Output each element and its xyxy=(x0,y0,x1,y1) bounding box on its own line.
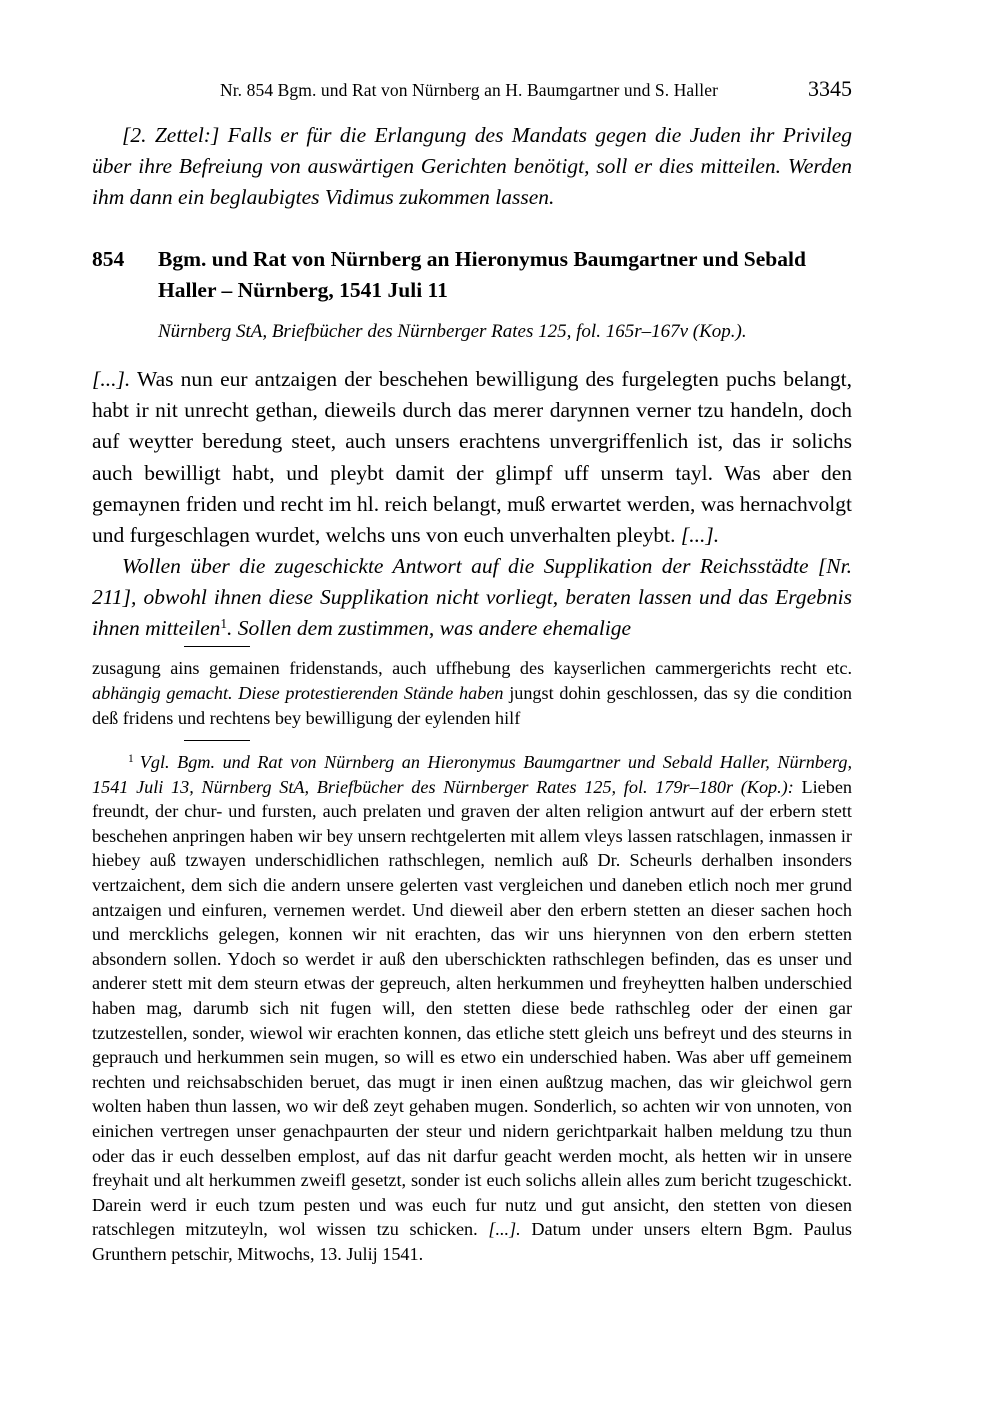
body-paragraph-roman xyxy=(92,364,852,551)
continuation-part1: zusagung ains gemainen fridenstands, auch uffhebung des kayserlichen cammergerichts recht etc. xyxy=(92,658,852,678)
regest-summary: [2. Zettel:] Falls er für die Erlangung des Mandats gegen die Juden ihr Privileg über ihre Befreiung von auswärtigen Gerichten benötigt, soll er dies mitteilen. Werden ihm dann ein beglaubigtes Vidimus zukommen lassen. xyxy=(92,123,852,209)
continuation-block xyxy=(92,656,852,731)
body-paragraph-italic xyxy=(92,551,852,645)
footnote-text-part1: Lieben freundt, der chur- und fursten, auch prelaten und graven der alten religion antwurt auf der erbern stett beschehen anpringen haben wir bey unsern rechtgelerten mit allem vleys lassen ratschlagen, inmassen ir hiebey auß tzwayen underschidlichen rathschlegen, nemlich auß Dr. Scheurls derhalben insonders vertzaichent, dem sich die andern unsere gelerten vast vergleichen und daneben etlich noch mer grund antzaigen und einfuren, vernemen werdet. Und dieweil aber den erbern stetten an dieser sachen hoch und mercklichs gelegen, konnen wir nit erachten, das wir uns hierynnen von den erbern stetten absondern sollen. Ydoch so werdet ir auß den uberschickten rathschlegen befinden, das es unser und anderer stett mit dem steurn etwas der gepreuch, alten herkummen und freyheytten halben underschied haben mag, darumb sich nit fugen will, den stetten diese bede rathschleg oder der einen gar tzutzestellen, sonder, wiewol wir erachten konnen, das etliche stett gleich uns befreyt und des steurns in geprauch und herkummen sein mugen, so will es etwo ein underschied haben. Was aber uff gemeinem rechten und reichsabschiden beruet, das mugt ir inen einen außtzug machen, das wir gleichwol gern wolten haben thun lassen, wo wir deß zeyt gehaben mugen. Sonderlich, so achten wir von unnoten, von einichen vertregen unser genachpaurten der steur und nidern gerichtparkait halben meldung tzu thun oder das ir euch desselben emplost, auf das nit darfur geacht werden mocht, als hetten wir in unsere freyhait und alt herkummen zweifl gesetzt, sonder ist euch solichs allein alles zum bericht tzugeschickt. Darein werd ir euch tzum pesten und was euch fur nutz und gut ansicht, den stetten von diesen ratschlegen mitzuteyln, wol wissen tzu schicken. xyxy=(92,776,852,1240)
ellipsis-close: [...]. xyxy=(680,523,720,548)
ellipsis-open: [...]. xyxy=(92,367,131,391)
document-number: 854 xyxy=(92,247,125,271)
footnote-1 xyxy=(92,750,852,1266)
document-title: Bgm. und Rat von Nürnberg an Hieronymus Baumgartner und Sebald Haller – Nürnberg, 1541 Juli 11 xyxy=(158,247,806,302)
body-text-main: Was nun eur antzaigen der beschehen bewilligung des furgelegten puchs belangt, habt ir nit unrecht gethan, dieweils durch das merer darynnen verner tzu handeln, doch auf weytter beredung steet, auch unsers erachtens unvergriffenlich ist, das ir solichs auch bewilligt habt, und pleybt damit der glimpf uff unserm tayl. Was aber den gemaynen friden und recht im hl. reich belangt, muß erwartet werden, was hernachvolgt und furgeschlagen wurdet, welchs uns von euch unverhalten pleybt. xyxy=(92,367,852,548)
continuation-rule xyxy=(184,646,250,647)
footnote-reference-marker[interactable]: 1 xyxy=(220,616,228,632)
running-head-title: Nr. 854 Bgm. und Rat von Nürnberg an H. Baumgartner und S. Haller xyxy=(219,80,719,100)
running-head xyxy=(92,76,852,102)
footnote-ellipsis: [...]. xyxy=(488,1219,521,1240)
continuation-part2-italic: abhängig gemacht. Diese protestierenden Stände haben xyxy=(92,683,504,703)
footnote-citation: Vgl. Bgm. und Rat von Nürnberg an Hieronymus Baumgartner und Sebald Haller, Nürnberg, 1541 Juli 13, Nürnberg StA, Briefbücher des Nürnberger Rates 125, fol. 179r–180r (Kop.): xyxy=(92,752,852,797)
italic-text-before-ref: Wollen über die zugeschickte Antwort auf die Supplikation der Reichsstädte [Nr. 211], obwohl ihnen diese Supplikation nicht vorliegt, beraten lassen und das Ergebnis ihnen mitteilen xyxy=(92,554,852,641)
archival-source: Nürnberg StA, Briefbücher des Nürnberger Rates 125, fol. 165r–167v (Kop.). xyxy=(158,321,747,342)
page-number: 3345 xyxy=(808,76,852,101)
footnote-rule xyxy=(184,740,250,741)
document-heading xyxy=(92,244,852,306)
italic-text-after-ref: . Sollen dem zustimmen, was andere ehemalige xyxy=(227,616,632,641)
footnote-number: 1 xyxy=(128,752,134,765)
continuation-part3: jungst dohin geschlossen, das sy die condition deß fridens und rechtens bey bewilligung der eylenden hilf xyxy=(92,683,853,728)
footnote-text-part2: Datum under unsers eltern Bgm. Paulus Grunthern petschir, Mitwochs, 13. Julij 1541. xyxy=(92,1219,852,1264)
